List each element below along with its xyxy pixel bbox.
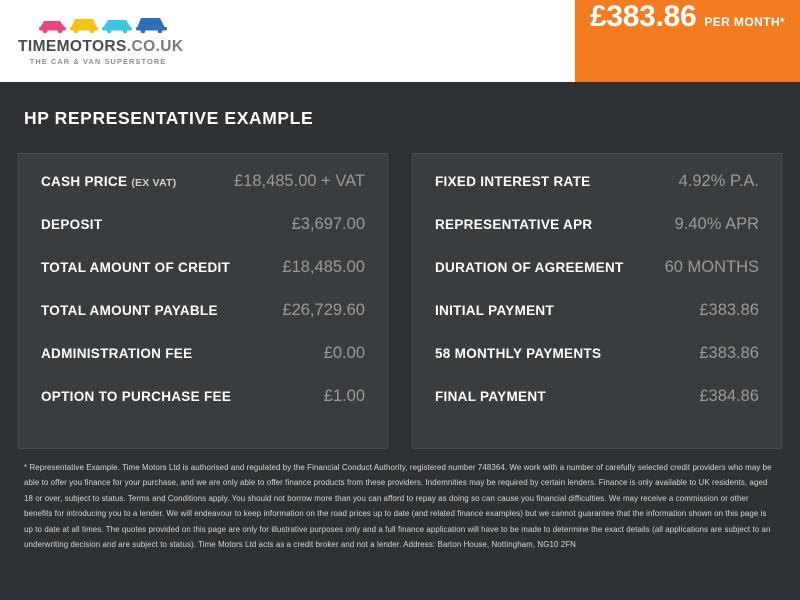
row-value: £383.86 [699,301,759,319]
row-value: £18,485.00 + VAT [233,172,365,190]
finance-details-section [0,82,800,600]
table-row [435,258,759,301]
row-value: 4.92% P.A. [678,172,759,190]
row-label: DEPOSIT [41,217,103,232]
row-label: FINAL PAYMENT [435,389,546,404]
row-value: 60 MONTHS [664,258,759,276]
logo-wordmark [18,38,184,56]
row-label: TOTAL AMOUNT PAYABLE [41,303,218,318]
table-row [41,344,365,387]
price-amount: £383.86 [589,0,697,33]
page-title: HP REPRESENTATIVE EXAMPLE [24,108,314,128]
table-row [41,258,365,301]
row-value: £26,729.60 [282,301,365,319]
logo-wordmark-main: TIMEMOTORS [18,38,127,55]
row-value: £383.86 [699,344,759,362]
table-row [435,172,759,215]
row-label: REPRESENTATIVE APR [435,217,593,232]
page-header [0,0,800,82]
row-label: DURATION OF AGREEMENT [435,260,624,275]
disclaimer-text: * Representative Example. Time Motors Ltd is authorised and regulated by the Financial Conduct Authority, registered number 748364. We work with a number of carefully selected credit providers who may be able to offer you finance for your purchase, and we are only able to offer finance products from these providers. Indemnities may be required by certain lenders. Finance is only available to UK residents, aged 18 or over, subject to status. Terms and Conditions apply. You should not borrow more than you can afford to repay as doing so can cause you financial difficulties. We may receive a commission or other benefits for introducing you to a lender. We will endeavour to keep information on the road prices up to date (and related finance examples) but we cannot guarantee that the information shown on this page is up to date at all times. The quotes provided on this page are only for illustrative purposes only and a full finance application will have to be made to determine the exact details (all applications are subject to an underwriting decision and are subject to status). Time Motors Ltd acts as a credit broker and not a lender. Address: Barton House, Nottingham, NG10 2FN [24,463,772,550]
table-row [41,387,365,430]
row-value: £1.00 [323,387,365,405]
time-motors-logo[interactable] [18,10,184,72]
logo-tagline: THE CAR & VAN SUPERSTORE [29,57,167,66]
table-row [435,344,759,387]
logo-wordmark-tld: .CO.UK [126,38,184,55]
table-row [435,387,759,430]
table-row [41,215,365,258]
price-period: PER MONTH* [704,15,785,29]
table-row [435,215,759,258]
monthly-price-banner [575,0,800,82]
row-value: £384.86 [699,387,759,405]
row-value: 9.40% APR [674,215,759,233]
row-value: £18,485.00 [282,258,365,276]
table-row [41,172,365,215]
table-row [435,301,759,344]
row-label: INITIAL PAYMENT [435,303,555,318]
row-label: 58 MONTHLY PAYMENTS [435,346,602,361]
row-value: £3,697.00 [291,215,365,233]
row-label: OPTION TO PURCHASE FEE [41,389,232,404]
row-label: ADMINISTRATION FEE [41,346,193,361]
row-label: TOTAL AMOUNT OF CREDIT [41,260,231,275]
row-value: £0.00 [323,344,365,362]
left-details-panel [18,153,388,449]
logo-area[interactable] [0,0,575,82]
panels-container [18,153,782,449]
cars-icon [38,12,168,36]
row-label: FIXED INTEREST RATE [435,174,591,189]
table-row [41,301,365,344]
row-label: CASH PRICE [41,174,128,189]
row-sublabel: (EX VAT) [131,177,177,189]
right-details-panel [412,153,782,449]
